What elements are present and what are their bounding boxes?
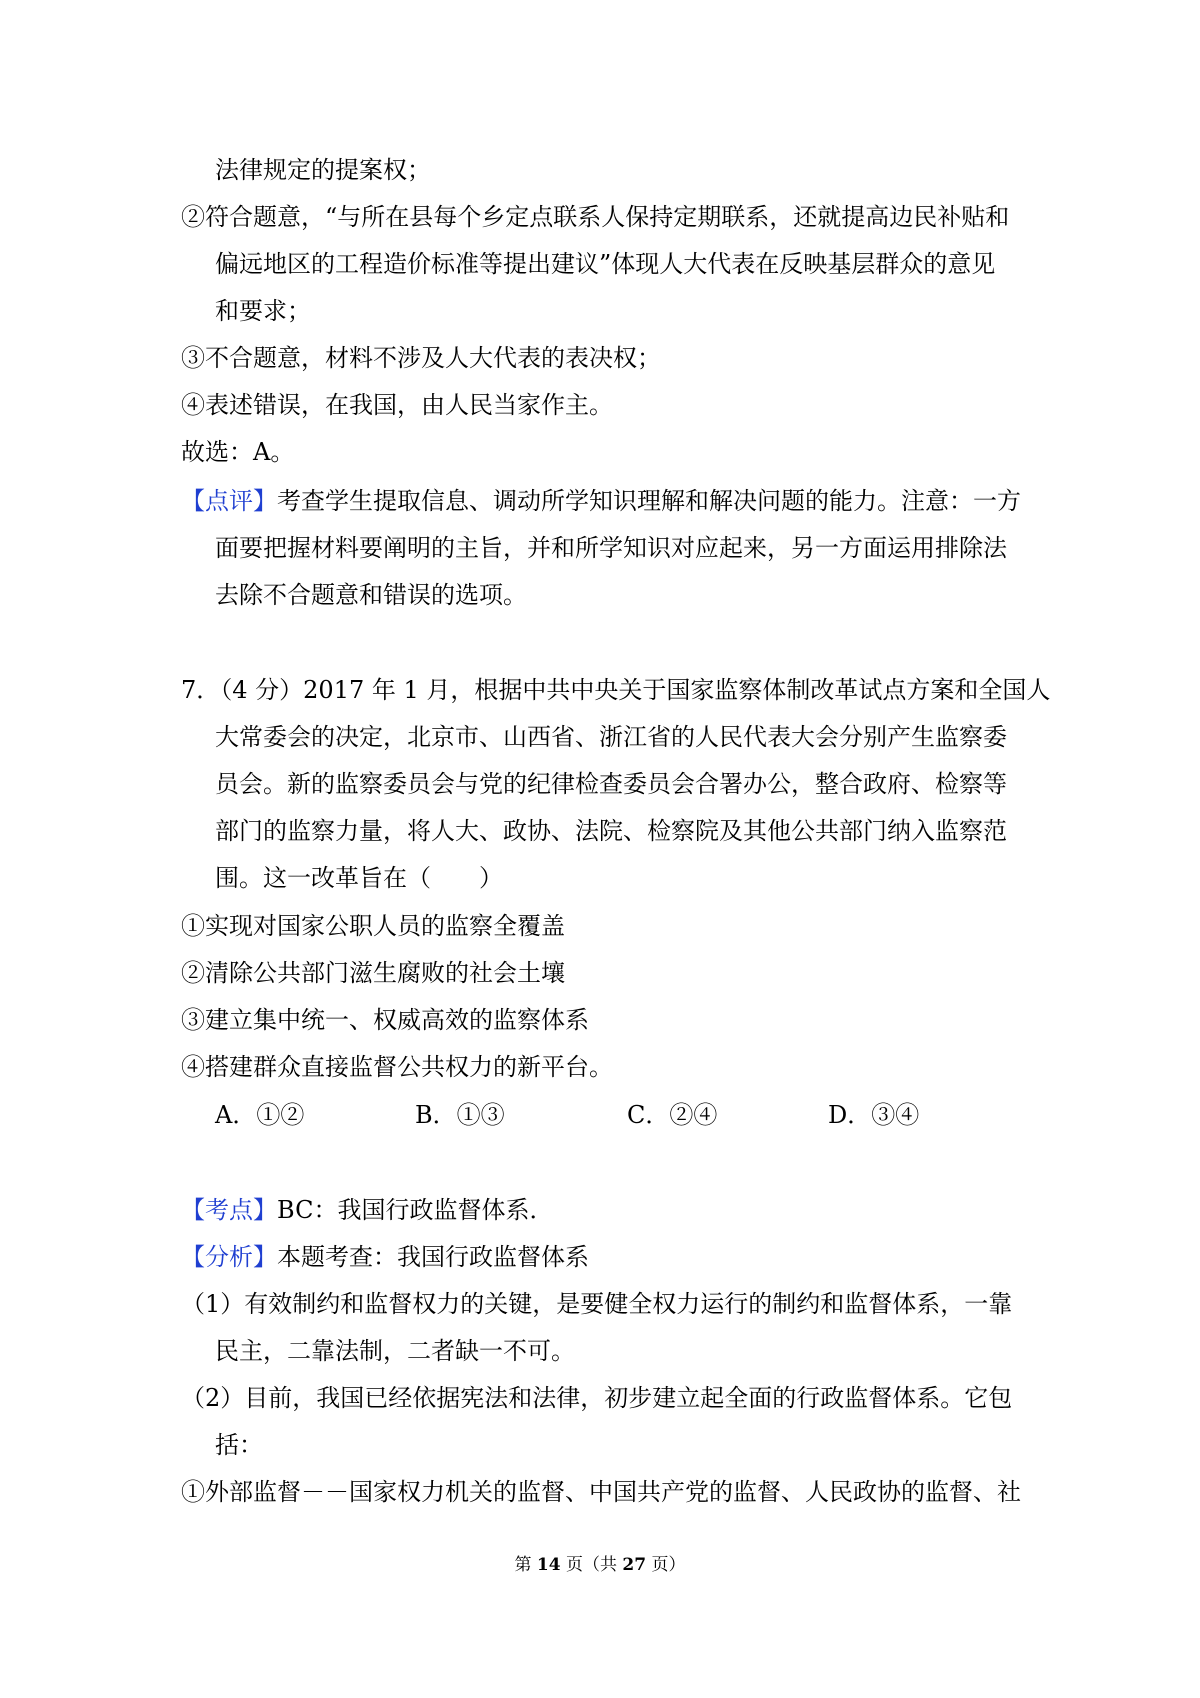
fenxi-tag: 【分析】 xyxy=(181,1243,277,1271)
footer-prefix: 第 xyxy=(514,1555,537,1575)
fenxi-point-1: （1）有效制约和监督权力的关键，是要健全权力运行的制约和监督体系，一靠 xyxy=(181,1290,1013,1318)
fenxi-sub-item: ①外部监督－－国家权力机关的监督、中国共产党的监督、人民政协的监督、社 xyxy=(181,1478,1021,1506)
footer-suffix: 页） xyxy=(646,1555,686,1575)
kaodian-tag: 【考点】 xyxy=(181,1196,277,1224)
statement-1: ①实现对国家公职人员的监察全覆盖 xyxy=(181,912,565,940)
option-d: D．③④ xyxy=(828,1101,920,1129)
fenxi-line xyxy=(181,1241,589,1273)
fenxi-point-2-cont: 括： xyxy=(215,1431,263,1459)
question-7-stem-line: 围。这一改革旨在（ ） xyxy=(215,864,503,892)
answer-item-2-line: 偏远地区的工程造价标准等提出建议”体现人大代表在反映基层群众的意见 xyxy=(215,250,996,278)
page-footer xyxy=(0,1553,1200,1577)
statement-4: ④搭建群众直接监督公共权力的新平台。 xyxy=(181,1053,613,1081)
answer-item-2-line: ②符合题意，“与所在县每个乡定点联系人保持定期联系，还就提高边民补贴和 xyxy=(181,203,1010,231)
answer-line: 法律规定的提案权； xyxy=(215,156,431,184)
fenxi-text: 本题考查：我国行政监督体系 xyxy=(277,1243,589,1271)
fenxi-point-2: （2）目前，我国已经依据宪法和法律，初步建立起全面的行政监督体系。它包 xyxy=(181,1384,1013,1412)
option-c: C．②④ xyxy=(627,1101,718,1129)
answer-choice: 故选：A。 xyxy=(181,438,295,466)
comment-text: 考查学生提取信息、调动所学知识理解和解决问题的能力。注意：一方 xyxy=(277,487,1021,515)
comment-tag: 【点评】 xyxy=(181,487,277,515)
fenxi-point-1-cont: 民主，二靠法制，二者缺一不可。 xyxy=(215,1337,575,1365)
statement-2: ②清除公共部门滋生腐败的社会土壤 xyxy=(181,959,565,987)
footer-total-pages: 27 xyxy=(622,1555,647,1575)
footer-middle: 页（共 xyxy=(560,1555,623,1575)
footer-page-number: 14 xyxy=(536,1555,561,1575)
answer-item-2-line: 和要求； xyxy=(215,297,311,325)
answer-item-4: ④表述错误，在我国，由人民当家作主。 xyxy=(181,391,613,419)
comment-line: 面要把握材料要阐明的主旨，并和所学知识对应起来，另一方面运用排除法 xyxy=(215,534,1007,562)
question-7-stem-line: 员会。新的监察委员会与党的纪律检查委员会合署办公，整合政府、检察等 xyxy=(215,770,1007,798)
kaodian-text: BC：我国行政监督体系． xyxy=(277,1196,554,1224)
kaodian-line xyxy=(181,1194,553,1226)
answer-item-3: ③不合题意，材料不涉及人大代表的表决权； xyxy=(181,344,661,372)
option-b: B．①③ xyxy=(415,1101,505,1129)
question-7-stem-line: 部门的监察力量，将人大、政协、法院、检察院及其他公共部门纳入监察范 xyxy=(215,817,1007,845)
statement-3: ③建立集中统一、权威高效的监察体系 xyxy=(181,1006,589,1034)
question-7-stem-line: 7．（4 分）2017 年 1 月，根据中共中央关于国家监察体制改革试点方案和全国人 xyxy=(181,676,1051,704)
comment-first-line xyxy=(181,485,1021,517)
comment-line: 去除不合题意和错误的选项。 xyxy=(215,581,527,609)
option-a: A．①② xyxy=(215,1101,305,1129)
question-7-stem-line: 大常委会的决定，北京市、山西省、浙江省的人民代表大会分别产生监察委 xyxy=(215,723,1007,751)
